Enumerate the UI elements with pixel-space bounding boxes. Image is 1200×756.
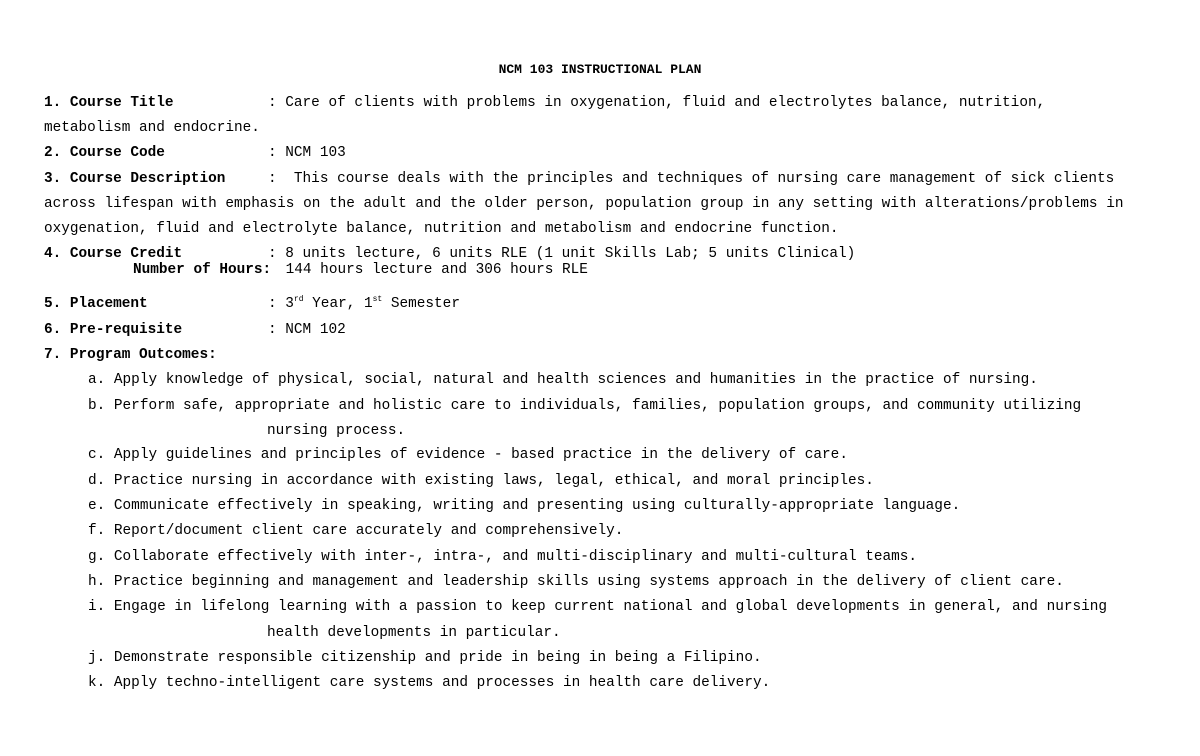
placement-value: [268, 295, 460, 313]
placement-label: 5. Placement: [44, 296, 148, 312]
placement-value-prefix: : 3: [268, 296, 294, 312]
outcome-item-j: j. Demonstrate responsible citizenship and pride in being in being a Filipino.: [88, 650, 762, 666]
course-description-value: : This course deals with the principles and techniques of nursing care management of sick clients: [268, 171, 1115, 187]
document-title: NCM 103 INSTRUCTIONAL PLAN: [498, 62, 702, 77]
outcome-item-i: i. Engage in lifelong learning with a passion to keep current national and global developments in general, and nursing: [88, 599, 1108, 615]
course-title-label: 1. Course Title: [44, 95, 174, 111]
placement-value-mid: Year, 1: [303, 296, 373, 312]
course-code-label: 2. Course Code: [44, 145, 165, 161]
outcome-item-d: d. Practice nursing in accordance with existing laws, legal, ethical, and moral principles.: [88, 473, 874, 489]
outcome-item-b: b. Perform safe, appropriate and holistic care to individuals, families, population groups, and community utilizing: [88, 398, 1082, 414]
course-code-value: : NCM 103: [268, 145, 346, 161]
outcome-item-k: k. Apply techno-intelligent care systems and processes in health care delivery.: [88, 675, 771, 691]
outcome-item-f: f. Report/document client care accurately and comprehensively.: [88, 523, 624, 539]
outcome-item-a: a. Apply knowledge of physical, social, natural and health sciences and humanities in the practice of nursing.: [88, 372, 1038, 388]
prerequisite-label: 6. Pre-requisite: [44, 322, 183, 338]
course-description-value-cont1: across lifespan with emphasis on the adult and the older person, population group in any setting with alterations/problems in: [44, 196, 1124, 212]
program-outcomes-label: 7. Program Outcomes:: [44, 347, 217, 363]
number-of-hours-value: 144 hours lecture and 306 hours RLE: [277, 262, 588, 278]
number-of-hours-label: Number of Hours:: [133, 262, 272, 278]
course-credit-label: 4. Course Credit: [44, 246, 183, 262]
course-description-value-cont2: oxygenation, fluid and electrolyte balance, nutrition and metabolism and endocrine function.: [44, 221, 839, 237]
course-credit-value: : 8 units lecture, 6 units RLE (1 unit Skills Lab; 5 units Clinical): [268, 246, 856, 262]
placement-value-sup-year: rd: [293, 295, 304, 305]
prerequisite-value: : NCM 102: [268, 322, 346, 338]
course-title-value-cont: metabolism and endocrine.: [44, 120, 260, 136]
placement-value-suffix: Semester: [382, 296, 460, 312]
placement-value-sup-semester: st: [372, 295, 383, 305]
outcome-item-b-cont: nursing process.: [267, 423, 406, 439]
outcome-item-g: g. Collaborate effectively with inter-, intra-, and multi-disciplinary and multi-cultural teams.: [88, 549, 918, 565]
course-title-value: : Care of clients with problems in oxygenation, fluid and electrolytes balance, nutrition,: [268, 95, 1046, 111]
outcome-item-h: h. Practice beginning and management and leadership skills using systems approach in the delivery of client care.: [88, 574, 1064, 590]
outcome-item-e: e. Communicate effectively in speaking, writing and presenting using culturally-appropriate language.: [88, 498, 961, 514]
course-description-label: 3. Course Description: [44, 171, 226, 187]
outcome-item-i-cont: health developments in particular.: [267, 625, 561, 641]
outcome-item-c: c. Apply guidelines and principles of evidence - based practice in the delivery of care.: [88, 447, 848, 463]
